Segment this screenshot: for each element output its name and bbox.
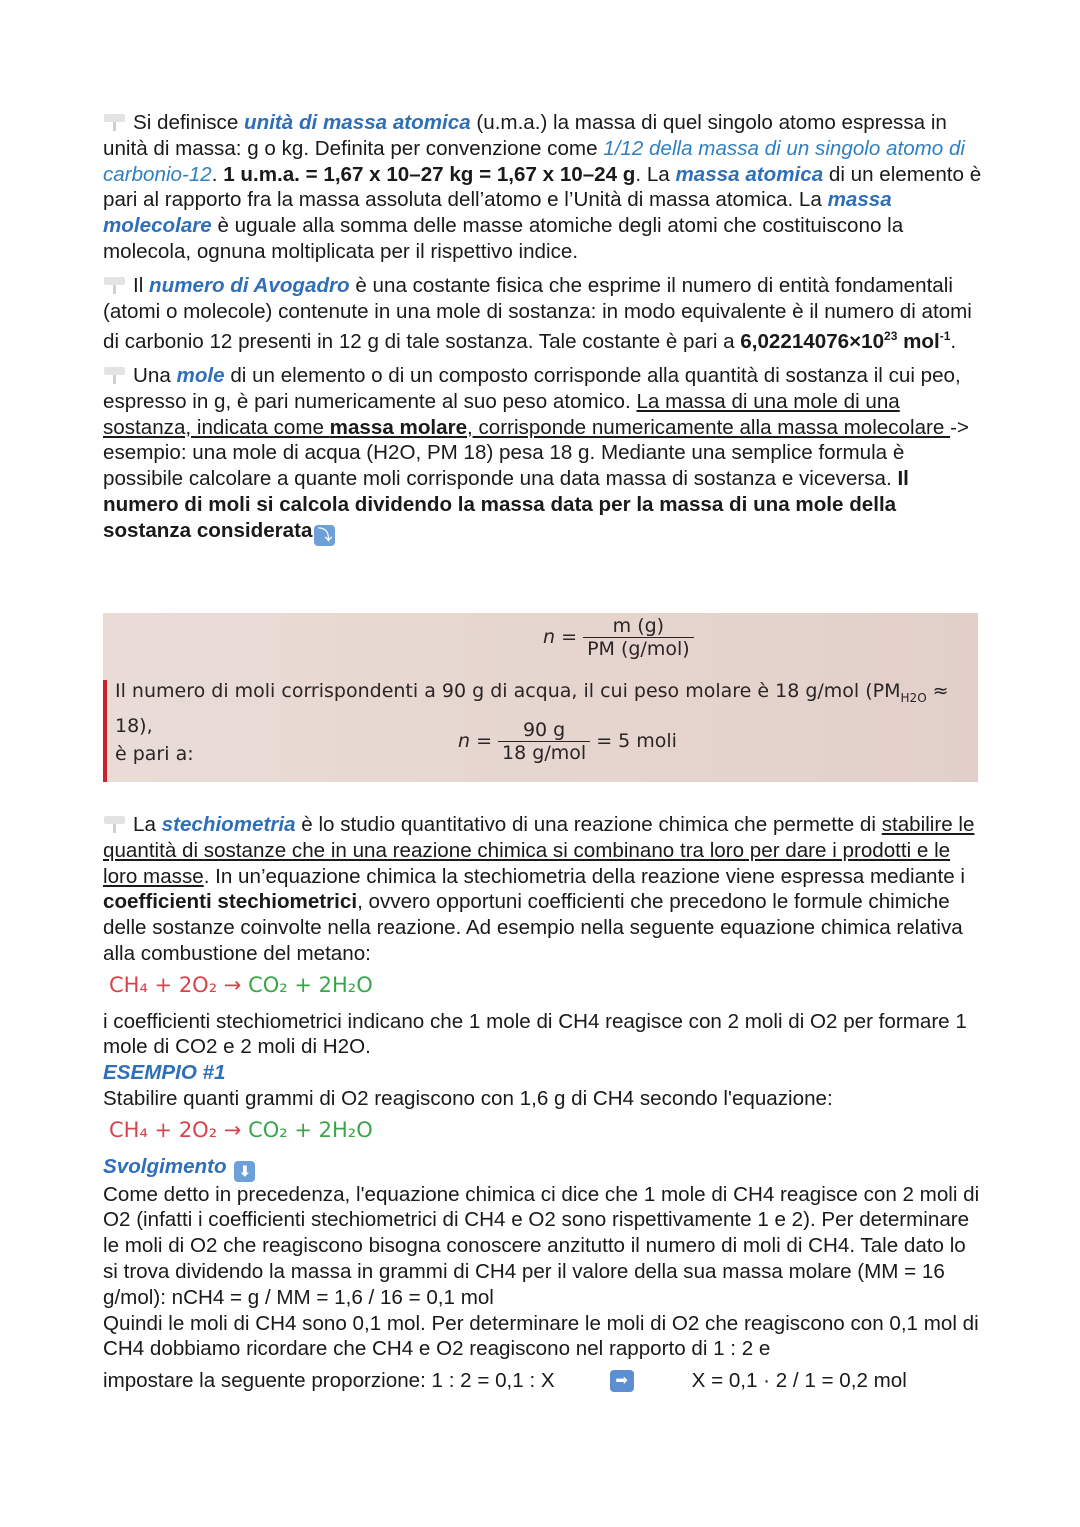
- avogadro-value: $6,02214076\times 10^{23}$ mol$^{-1}$: [740, 329, 951, 354]
- paragraph-mole: Una mole di un elemento o di un composto corrisponde alla quantità di sostanza il cui peo, espresso in g, è pari numericamente al suo peso atomico. La massa di una mole di una sostanza, indicata come massa molare, corrisponde numericamente alla massa molecolare -> esempio: una mole di acqua (H2O, PM 18) pesa 18 g. Mediante una semplice formula è possibile calcolare a quante moli corrisponde una data massa di sostanza e viceversa. Il numero di moli si calcola dividendo la massa data per la massa di una mole della sostanza considerata ⤵: [103, 363, 983, 546]
- example-title: ESEMPIO #1: [103, 1061, 226, 1085]
- photo-example-text: Il numero di moli corrispondenti a 90 g di acqua, il cui peso molare è 18 g/mol $(PM_{H2O} \approx 18)$, è pari a:: [115, 680, 949, 765]
- term-stechiometria: stechiometria: [161, 813, 296, 836]
- paragraph-stechiometria: La stechiometria è lo studio quantitativo di una reazione chimica che permette di stabilire le quantità di sostanze che in una reazione chimica si combinano tra loro per dare i prodotti e le loro masse. In un’equazione chimica la stechiometria della reazione viene espressa mediante i coefficienti stechiometrici, ovvero opportuni coefficienti che precedono le formule chimiche delle sostanze coinvolte nella reazione. Ad esempio nella seguente equazione chimica relativa alla combustione del metano:: [103, 813, 975, 965]
- definition-highlight: 1/12 della massa di un singolo atomo di carbonio-12: [103, 136, 966, 186]
- paragraph-avogadro: Il numero di Avogadro è una costante fisica che esprime il numero di entità fondamentali (atomi o molecole) contenute in una mole di sostanza: in modo equivalente è il numero di atomi di carbonio 12 presenti in 12 g di tale sostanza. Tale costante è pari a $6,02214076\times 10^{23}$ mol$^{-1}$.: [103, 273, 972, 354]
- textbook-photo: [103, 613, 978, 782]
- red-margin-bar: [103, 680, 107, 782]
- document-body: [103, 110, 983, 554]
- solution-text-2: Quindi le moli di CH4 sono 0,1 mol. Per determinare le moli di O2 che reagiscono con 0,1 mol di CH4 dobbiamo ricordare che CH4 e O2 reagiscono nel rapporto di 1 : 2 e: [103, 1311, 979, 1361]
- down-icon: ⬇: [234, 1161, 255, 1182]
- combustion-equation-2: CH₄ + 2O₂ → CO₂ + 2H₂O: [109, 1117, 373, 1142]
- pushpin-icon: [103, 365, 127, 385]
- paragraph-coefficients: i coefficienti stechiometrici indicano che 1 mole di CH4 reagisce con 2 moli di O2 per formare 1 mole di CO2 e 2 moli di H2O.: [103, 1009, 967, 1059]
- term-mole: mole: [176, 364, 225, 388]
- pushpin-icon: [103, 275, 127, 295]
- example-text: Stabilire quanti grammi di O2 reagiscono con 1,6 g di CH4 secondo l'equazione:: [103, 1086, 833, 1110]
- down-arrow-icon: ⤵: [314, 525, 335, 546]
- term-uma: unità di massa atomica: [244, 111, 471, 134]
- proportion-line: impostare la seguente proporzione: 1 : 2 = 0,1 : X ➡ X = 0,1 · 2 / 1 = 0,2 mol: [103, 1369, 907, 1393]
- term-avogadro: numero di Avogadro: [149, 273, 350, 297]
- document-body-lower: [103, 812, 983, 1394]
- term-massa-molecolare: massa molecolare: [103, 188, 892, 238]
- combustion-equation: CH₄ + 2O₂ → CO₂ + 2H₂O: [109, 972, 373, 997]
- formula-moles: n = $\frac{m (g)}{\text{PM (g/mol)}}$: [543, 615, 694, 660]
- term-massa-atomica: massa atomica: [675, 162, 824, 186]
- formula-example: n = $\frac{90 g}{\text{18 g/mol}}$ = 5 moli: [458, 719, 677, 764]
- right-arrow-icon: ➡: [610, 1370, 634, 1392]
- pushpin-icon: [103, 112, 127, 132]
- paragraph-uma: Si definisce unità di massa atomica (u.m.a.) la massa di quel singolo atomo espressa in unità di massa: g o kg. Definita per convenzione come 1/12 della massa di un singolo atomo di carbonio-12. 1 u.m.a. = 1,67 x 10–27 kg = 1,67 x 10–24 g. La massa atomica di un elemento è pari al rapporto fra la massa assoluta dell’atomo e l’Unità di massa atomica. La massa molecolare è uguale alla somma delle masse atomiche degli atomi che costituiscono la molecola, ognuna moltiplicata per il rispettivo indice.: [103, 111, 982, 263]
- pushpin-icon: [103, 814, 127, 834]
- solution-title: Svolgimento ⬇: [103, 1154, 983, 1182]
- uma-value: 1 u.m.a. = 1,67 x 10–27 kg = 1,67 x 10–24 g: [223, 162, 636, 186]
- solution-text: Come detto in precedenza, l'equazione chimica ci dice che 1 mole di CH4 reagisce con 2 moli di O2 (infatti i coefficienti stechiometrici di CH4 e O2 sono rispettivamente 1 e 2). Per determinare le moli di O2 che reagiscono bisogna conoscere anzitutto il numero di moli di CH4. Tale dato lo si trova dividendo la massa in grammi di CH4 per il valore della sua massa molare (MM = 16 g/mol): nCH4 = g / MM = 1,6 / 16 = 0,1 mol: [103, 1182, 980, 1309]
